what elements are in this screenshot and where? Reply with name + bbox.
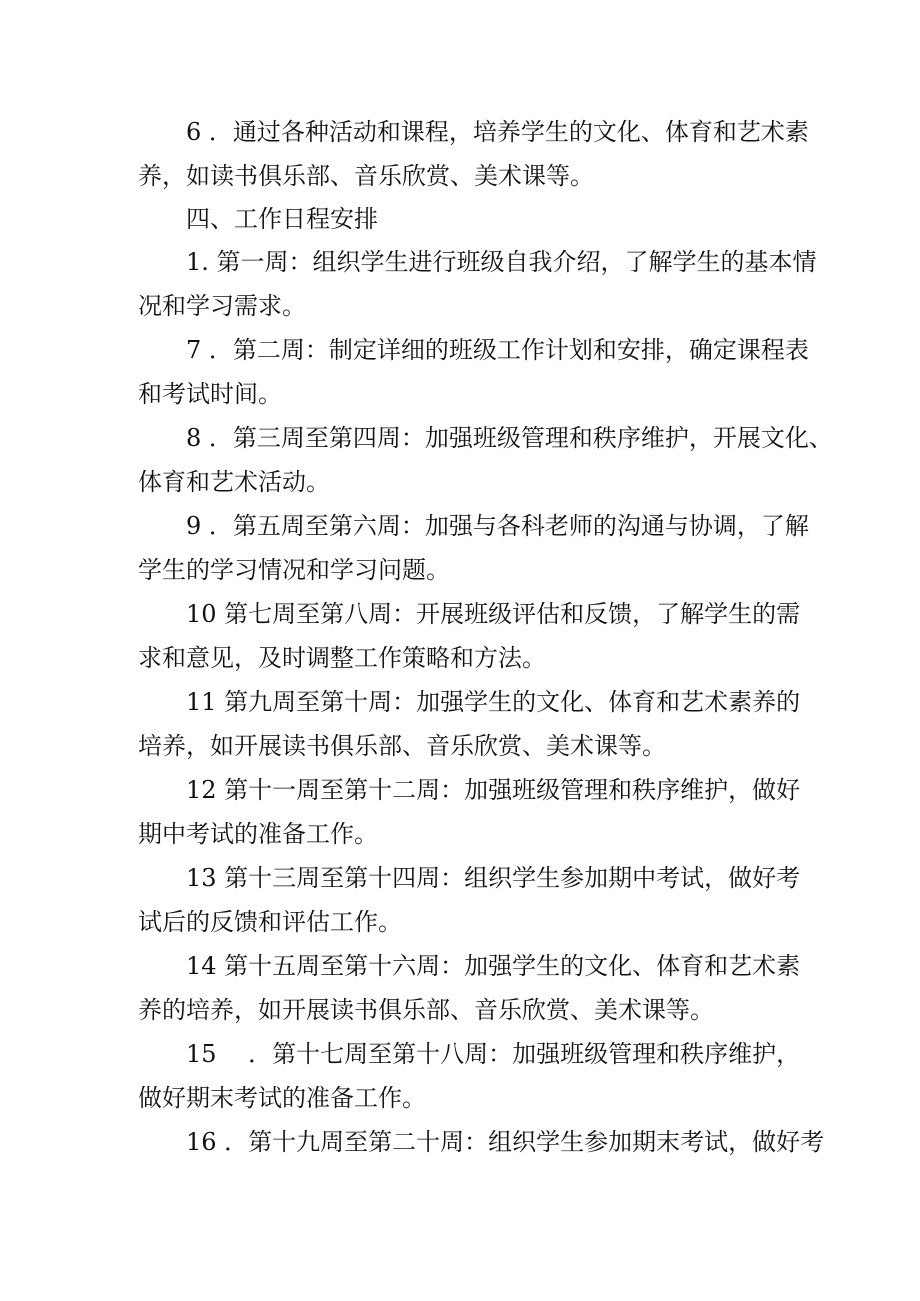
text-line: 四、工作日程安排: [186, 205, 378, 233]
text-line: 12 第十一周至第十二周：加强班级管理和秩序维护，做好: [186, 776, 801, 804]
text-line: 10 第七周至第八周：开展班级评估和反馈，了解学生的需: [186, 600, 801, 628]
text-line: 期中考试的准备工作。: [138, 820, 378, 848]
text-line: 养的培养，如开展读书俱乐部、音乐欣赏、美术课等。: [138, 996, 714, 1024]
schedule-item-16: [138, 1120, 825, 1164]
text-line: 况和学习需求。: [138, 292, 306, 320]
schedule-item-8: [138, 416, 833, 504]
text-line: 养，如读书俱乐部、音乐欣赏、美术课等。: [138, 162, 594, 190]
schedule-item-10: [138, 592, 801, 680]
text-line: 7 ．第二周：制定详细的班级工作计划和安排，确定课程表: [186, 336, 809, 364]
schedule-item-14: [138, 944, 801, 1032]
text-line: 培养，如开展读书俱乐部、音乐欣赏、美术课等。: [138, 732, 666, 760]
text-line: 13 第十三周至第十四周：组织学生参加期中考试，做好考: [186, 864, 801, 892]
text-line: 试后的反馈和评估工作。: [138, 908, 402, 936]
text-line: 体育和艺术活动。: [138, 468, 330, 496]
text-line: 16 ．第十九周至第二十周：组织学生参加期末考试，做好考: [186, 1128, 825, 1156]
section-heading: [138, 197, 798, 241]
schedule-item-15: [138, 1032, 801, 1120]
text-line: 学生的学习情况和学习问题。: [138, 556, 450, 584]
schedule-item-1: [138, 240, 817, 328]
schedule-item-9: [138, 504, 809, 592]
text-line: 1. 第一周：组织学生进行班级自我介绍，了解学生的基本情: [186, 248, 817, 276]
text-line: 15 ．第十七周至第十八周：加强班级管理和秩序维护，: [186, 1040, 801, 1068]
text-line: 做好期末考试的准备工作。: [138, 1084, 426, 1112]
schedule-item-7: [138, 328, 809, 416]
text-line: 6 ．通过各种活动和课程，培养学生的文化、体育和艺术素: [186, 118, 809, 146]
text-line: 求和意见，及时调整工作策略和方法。: [138, 644, 546, 672]
schedule-item-12: [138, 768, 801, 856]
text-line: 11 第九周至第十周：加强学生的文化、体育和艺术素养的: [186, 688, 801, 716]
text-line: 9 ．第五周至第六周：加强与各科老师的沟通与协调，了解: [186, 512, 809, 540]
text-line: 8 ．第三周至第四周：加强班级管理和秩序维护，开展文化、: [186, 424, 833, 452]
schedule-item-13: [138, 856, 801, 944]
text-line: 和考试时间。: [138, 380, 282, 408]
text-line: 14 第十五周至第十六周：加强学生的文化、体育和艺术素: [186, 952, 801, 980]
paragraph-item-6: [138, 110, 809, 198]
schedule-item-11: [138, 680, 801, 768]
